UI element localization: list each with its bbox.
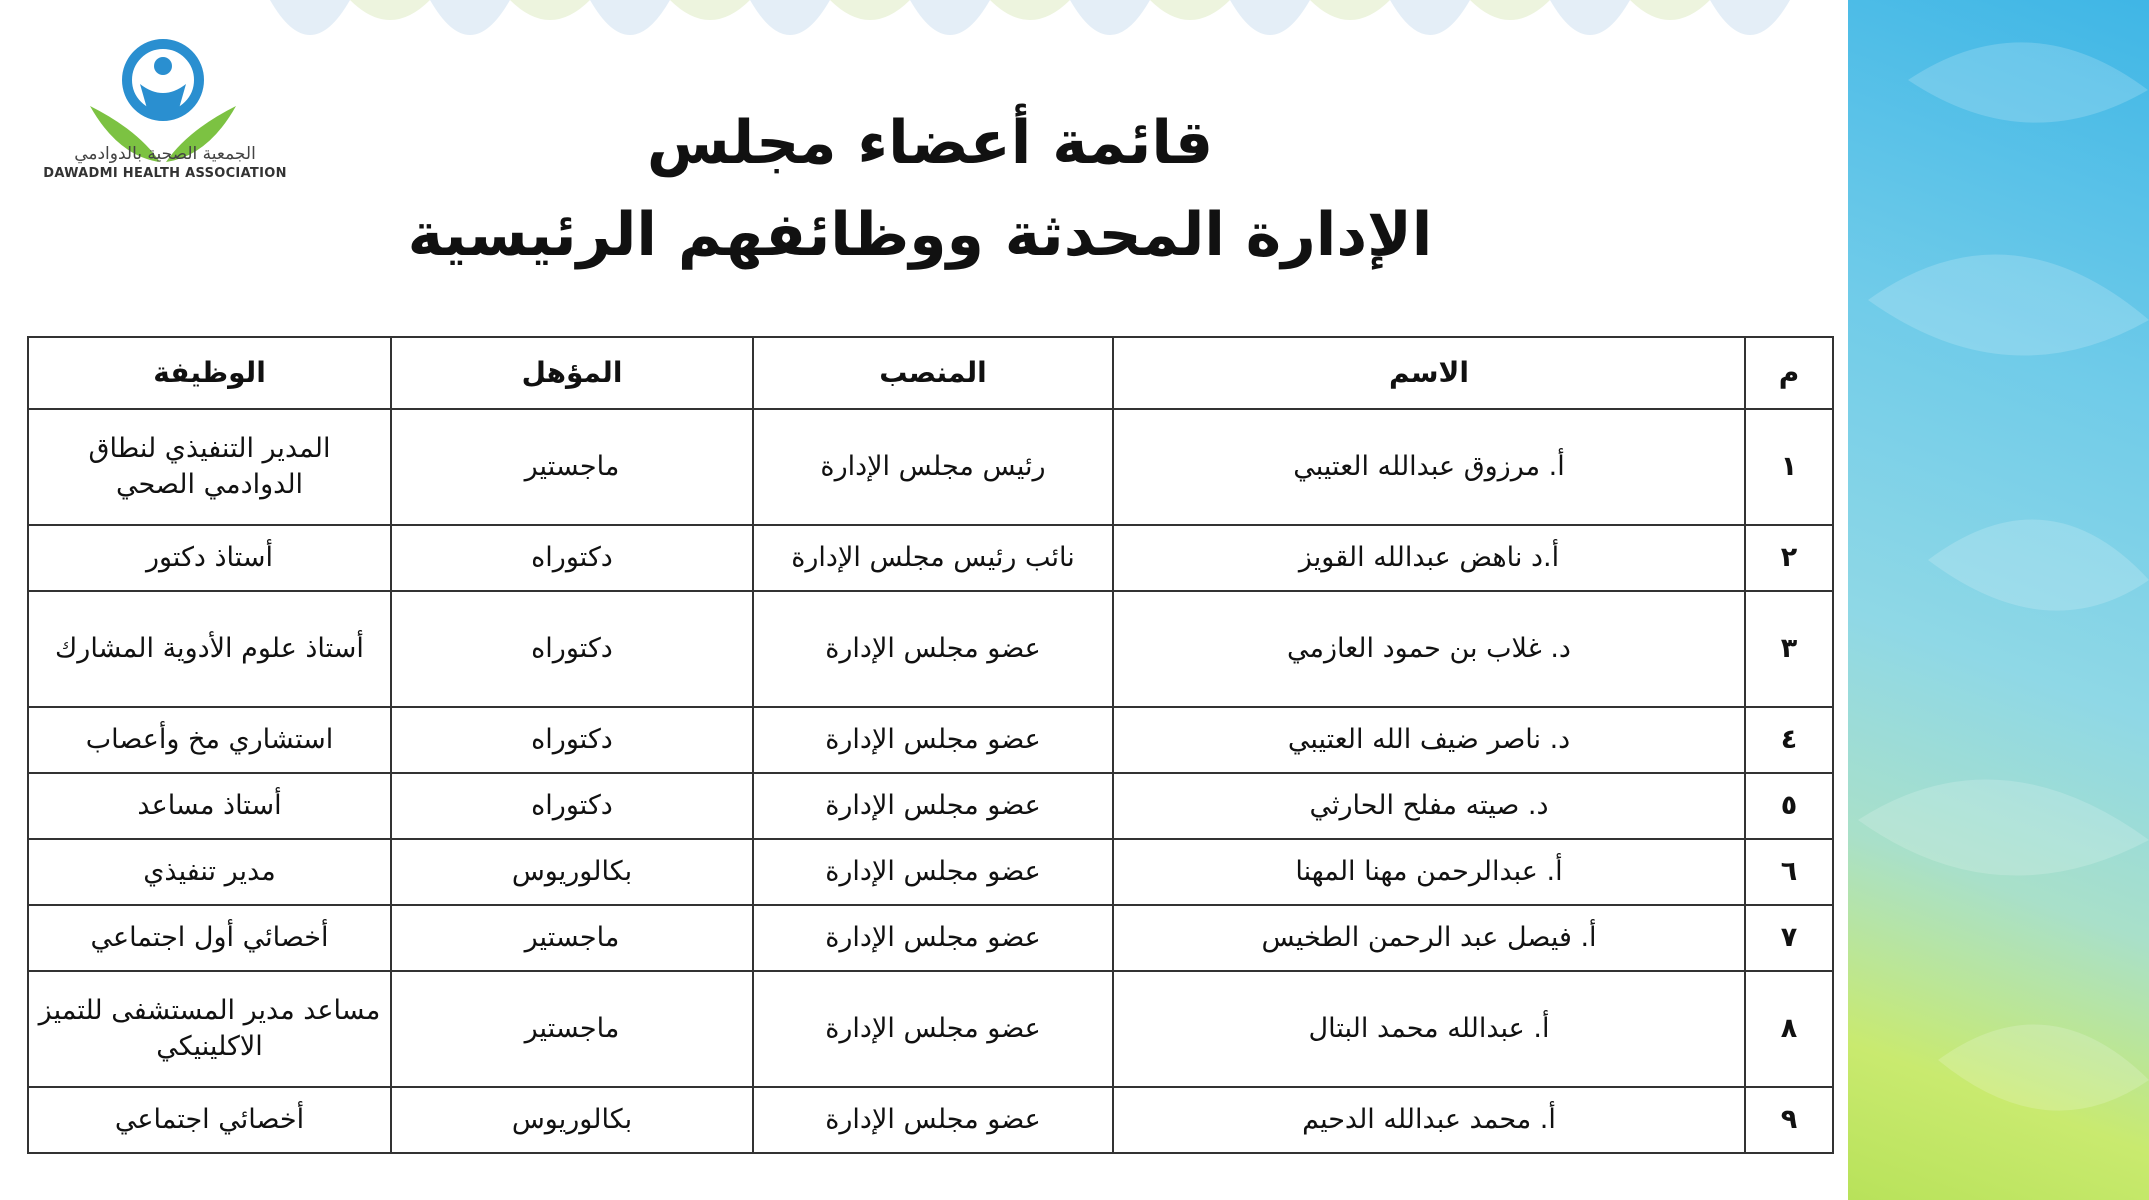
cell-name: د. غلاب بن حمود العازمي (1113, 591, 1745, 707)
cell-position: عضو مجلس الإدارة (753, 591, 1113, 707)
table-header-row (28, 337, 1833, 409)
logo-name-english: DAWADMI HEALTH ASSOCIATION (43, 166, 287, 181)
top-ornament-decoration (230, 0, 1820, 80)
cell-position: رئيس مجلس الإدارة (753, 409, 1113, 525)
cell-job: أخصائي أول اجتماعي (28, 905, 391, 971)
cell-name: أ. فيصل عبد الرحمن الطخيس (1113, 905, 1745, 971)
cell-job: المدير التنفيذي لنطاق الدوادمي الصحي (28, 409, 391, 525)
cell-name: أ.د ناهض عبدالله القويز (1113, 525, 1745, 591)
header-num: م (1745, 337, 1833, 409)
cell-qualification: ماجستير (391, 905, 753, 971)
cell-num: ٩ (1745, 1087, 1833, 1153)
cell-num: ٥ (1745, 773, 1833, 839)
logo-name-arabic: الجمعية الصحية بالدوادمي (74, 144, 256, 164)
cell-job: مساعد مدير المستشفى للتميز الاكلينيكي (28, 971, 391, 1087)
leaf-pattern-decoration (1848, 0, 2149, 1200)
cell-name: د. صيته مفلح الحارثي (1113, 773, 1745, 839)
page-title-line2: الإدارة المحدثة ووظائفهم الرئيسية (407, 200, 1433, 270)
cell-qualification: بكالوريوس (391, 1087, 753, 1153)
header-position: المنصب (753, 337, 1113, 409)
cell-num: ٨ (1745, 971, 1833, 1087)
cell-position: عضو مجلس الإدارة (753, 839, 1113, 905)
header-job: الوظيفة (28, 337, 391, 409)
cell-num: ٦ (1745, 839, 1833, 905)
cell-name: أ. محمد عبدالله الدحيم (1113, 1087, 1745, 1153)
table-row (28, 707, 1833, 773)
cell-job: أستاذ مساعد (28, 773, 391, 839)
table-row (28, 905, 1833, 971)
cell-name: د. ناصر ضيف الله العتيبي (1113, 707, 1745, 773)
page-title-line1: قائمة أعضاء مجلس (646, 108, 1214, 178)
cell-qualification: دكتوراه (391, 773, 753, 839)
cell-name: أ. عبدالرحمن مهنا المهنا (1113, 839, 1745, 905)
table-row (28, 525, 1833, 591)
cell-position: عضو مجلس الإدارة (753, 1087, 1113, 1153)
table-row (28, 839, 1833, 905)
board-members-table (27, 336, 1834, 1154)
cell-qualification: دكتوراه (391, 525, 753, 591)
cell-job: أستاذ علوم الأدوية المشارك (28, 591, 391, 707)
cell-job: أستاذ دكتور (28, 525, 391, 591)
header-qualification: المؤهل (391, 337, 753, 409)
cell-num: ٢ (1745, 525, 1833, 591)
table-row (28, 591, 1833, 707)
cell-qualification: ماجستير (391, 409, 753, 525)
cell-name: أ. عبدالله محمد البتال (1113, 971, 1745, 1087)
cell-qualification: ماجستير (391, 971, 753, 1087)
cell-num: ٧ (1745, 905, 1833, 971)
table-row (28, 409, 1833, 525)
header-name: الاسم (1113, 337, 1745, 409)
cell-num: ٤ (1745, 707, 1833, 773)
cell-name: أ. مرزوق عبدالله العتيبي (1113, 409, 1745, 525)
cell-position: عضو مجلس الإدارة (753, 707, 1113, 773)
cell-position: عضو مجلس الإدارة (753, 971, 1113, 1087)
cell-qualification: بكالوريوس (391, 839, 753, 905)
side-decorative-panel (1848, 0, 2149, 1200)
table-row (28, 1087, 1833, 1153)
table-row (28, 773, 1833, 839)
cell-position: نائب رئيس مجلس الإدارة (753, 525, 1113, 591)
cell-job: استشاري مخ وأعصاب (28, 707, 391, 773)
cell-job: مدير تنفيذي (28, 839, 391, 905)
table-row (28, 971, 1833, 1087)
cell-num: ١ (1745, 409, 1833, 525)
cell-position: عضو مجلس الإدارة (753, 773, 1113, 839)
cell-num: ٣ (1745, 591, 1833, 707)
cell-job: أخصائي اجتماعي (28, 1087, 391, 1153)
cell-qualification: دكتوراه (391, 707, 753, 773)
cell-position: عضو مجلس الإدارة (753, 905, 1113, 971)
cell-qualification: دكتوراه (391, 591, 753, 707)
